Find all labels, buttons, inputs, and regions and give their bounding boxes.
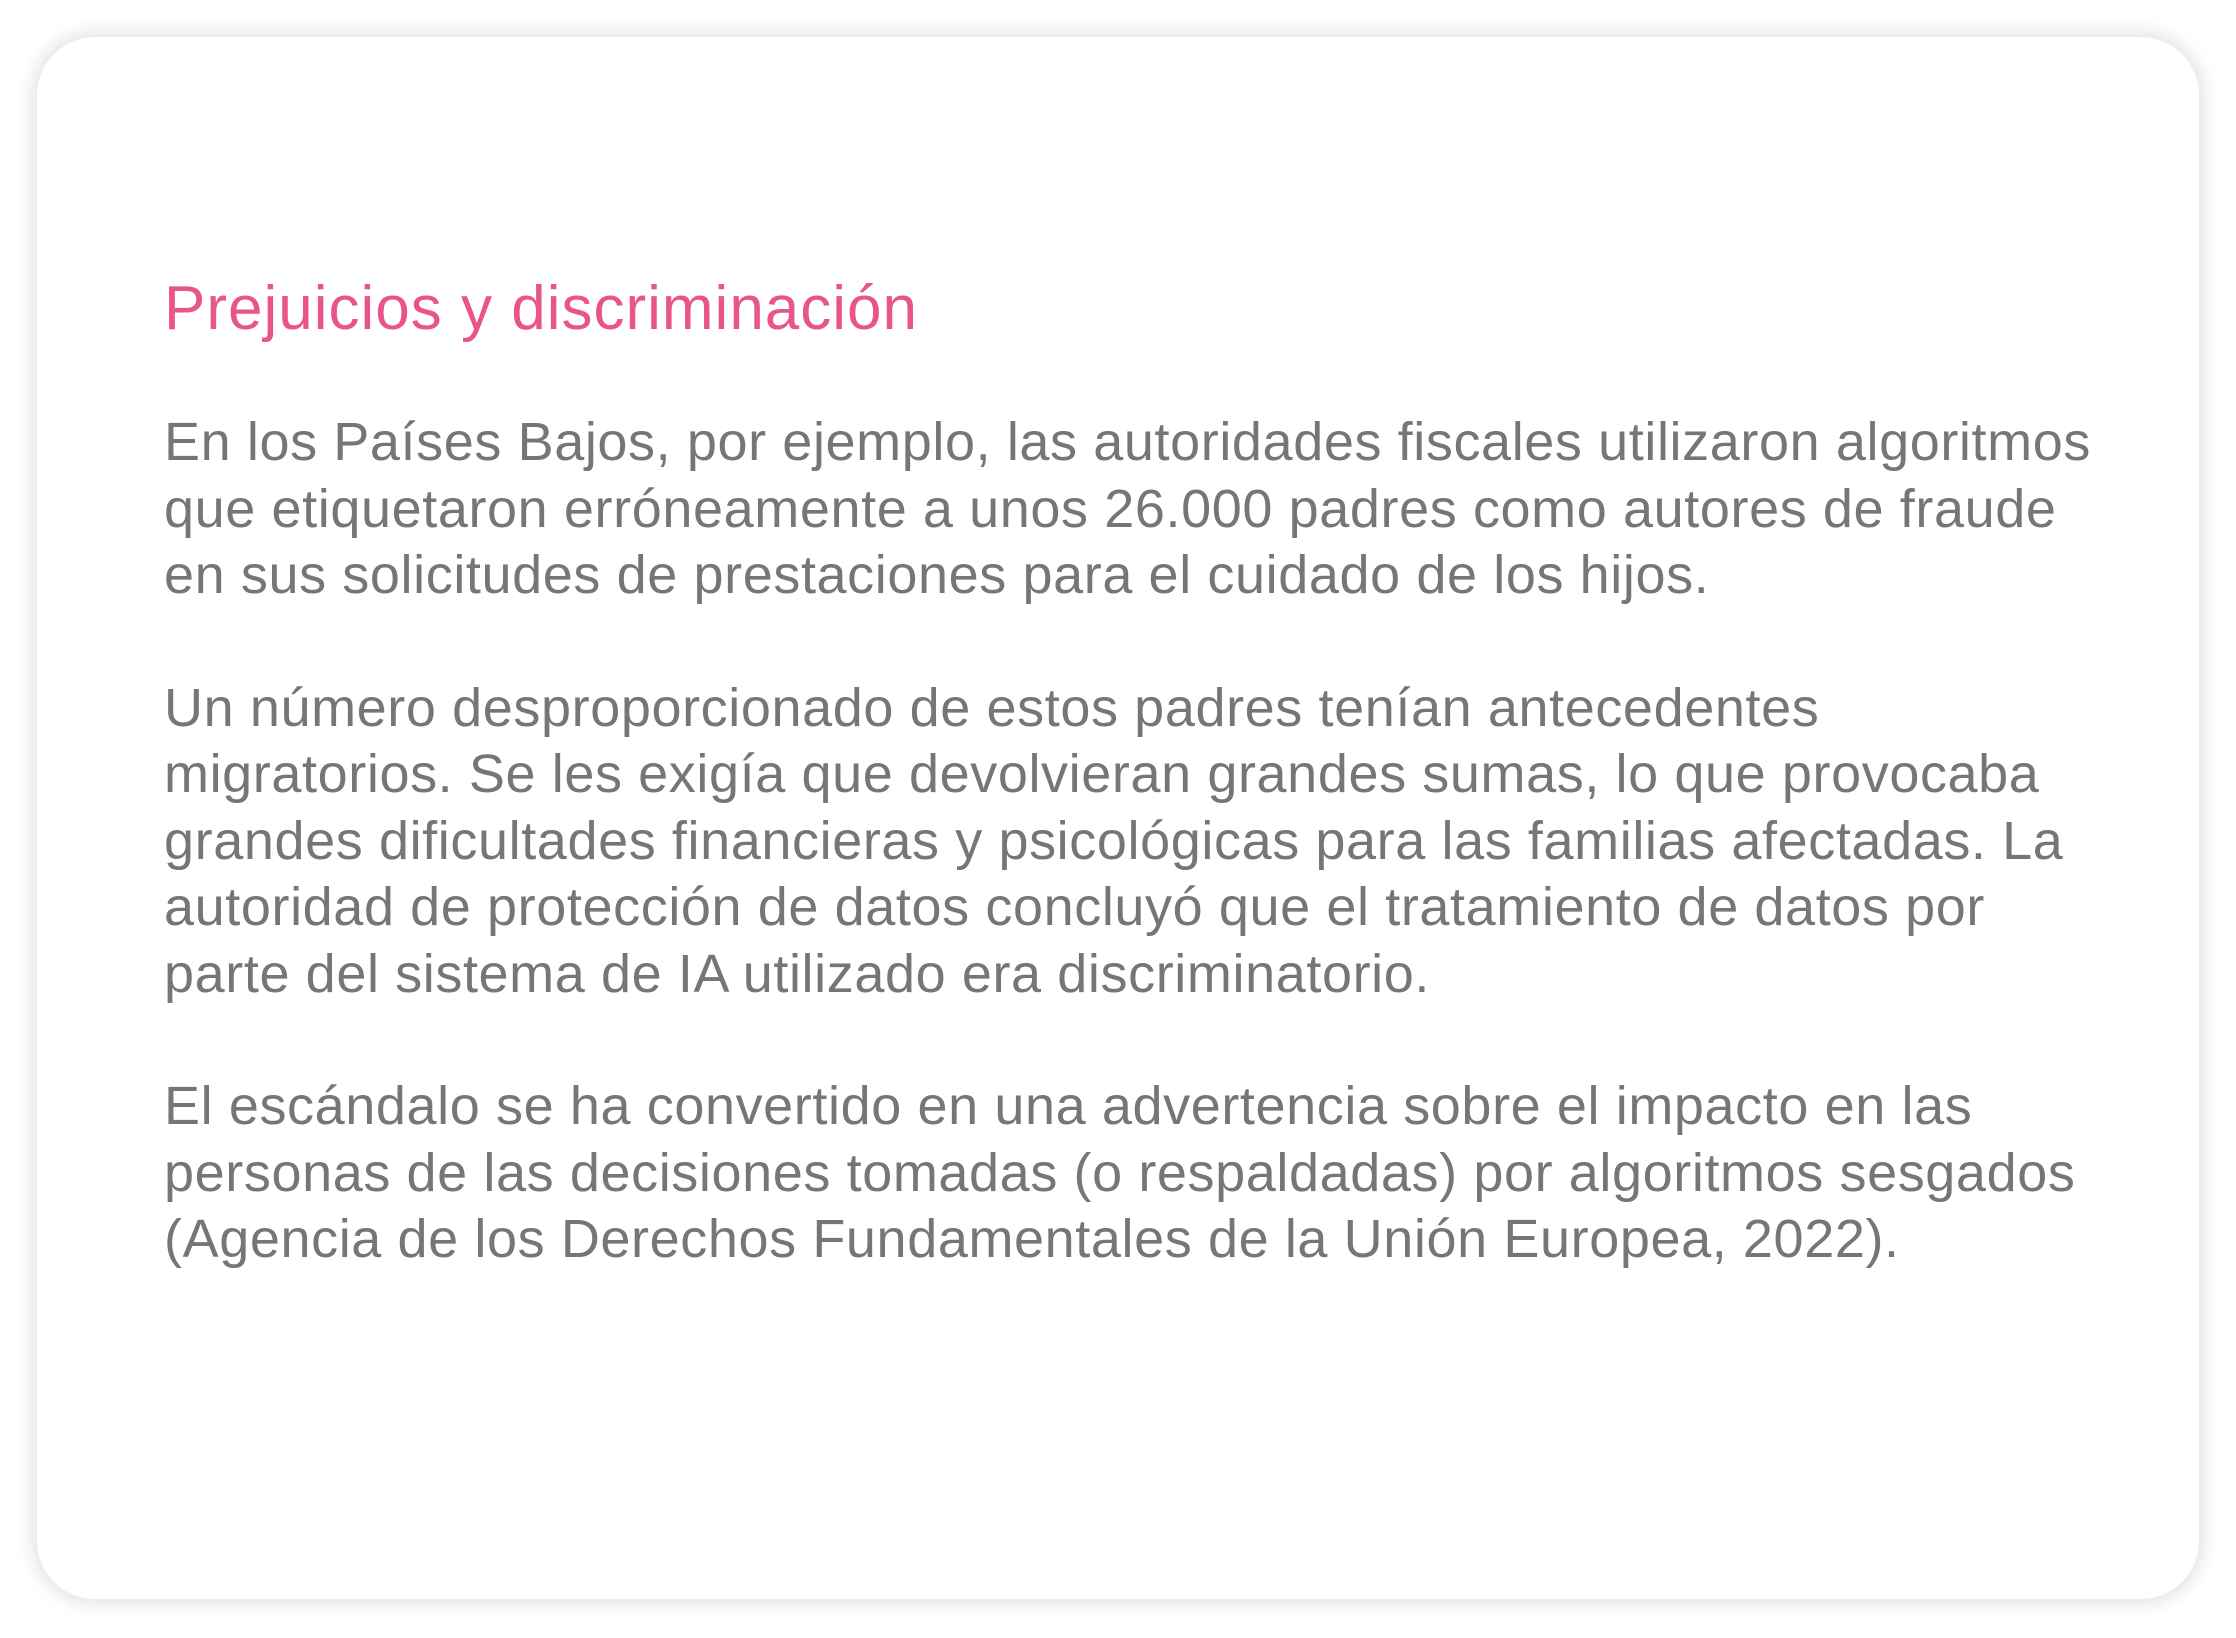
paragraph-3: El escándalo se ha convertido en una advertencia sobre el impacto en las personas de las decisiones tomadas (o respaldadas) por algoritmos sesgados (Agencia de los Derechos Fundamentales de la Unión Europea, 2022). [164,1076,2076,1269]
content-card [37,37,2199,1599]
paragraph-2: Un número desproporcionado de estos padres tenían antecedentes migratorios. Se les exigía que devolvieran grandes sumas, lo que provocaba grandes dificultades financieras y psicológicas para las familias afectadas. La autoridad de protección de datos concluyó que el tratamiento de datos por parte del sistema de IA utilizado era discriminatorio. [164,677,2064,1004]
paragraph-1: En los Países Bajos, por ejemplo, las autoridades fiscales utilizaron algoritmos que etiquetaron erróneamente a unos 26.000 padres como autores de fraude en sus solicitudes de prestaciones para el cuidado de los hijos. [164,412,2091,605]
card-heading: Prejuicios y discriminación [164,274,919,343]
card-content [164,269,2114,1273]
